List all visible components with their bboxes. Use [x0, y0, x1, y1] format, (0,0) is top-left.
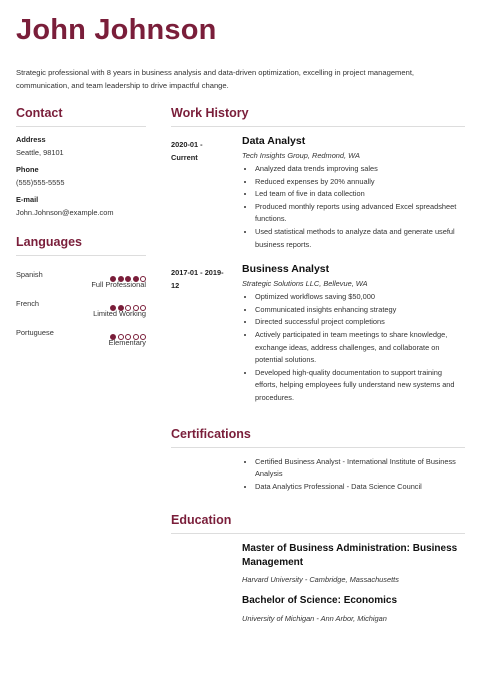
- language-item: [16, 266, 146, 295]
- job-title: Data Analyst: [242, 135, 306, 147]
- list-item: • Data Analytics Professional - Data Science Council: [255, 481, 465, 494]
- job-entry: [171, 263, 465, 404]
- education-entry: [242, 542, 465, 584]
- list-item: • Used statistical methods to analyze data and generate useful business reports.: [255, 226, 465, 251]
- list-item: • Developed high-quality documentation to support training efforts, helping employees fully understand new systems and procedures.: [255, 367, 465, 405]
- certifications-heading: Certifications: [171, 427, 465, 448]
- language-item: [16, 324, 146, 353]
- job-bullets: [242, 163, 465, 251]
- language-level: Elementary: [108, 338, 146, 347]
- left-column: [16, 106, 146, 353]
- contact-section: [16, 106, 146, 217]
- education-section: [171, 513, 465, 623]
- address-value: Seattle, 98101: [16, 148, 64, 157]
- right-column: [171, 106, 465, 633]
- phone-label: Phone: [16, 165, 39, 174]
- job-company: Tech Insights Group, Redmond, WA: [242, 151, 360, 160]
- certifications-section: [171, 427, 465, 494]
- languages-heading: Languages: [16, 235, 146, 256]
- work-history-section: [171, 106, 465, 405]
- education-school: Harvard University - Cambridge, Massachusetts: [242, 575, 399, 585]
- list-item: • Actively participated in team meetings to share knowledge, exchange ideas, address challenges, and collaborate on potential solutions.: [255, 329, 465, 367]
- education-heading: Education: [171, 513, 465, 534]
- address-label: Address: [16, 135, 46, 144]
- job-date: 2017-01 - 2019-12: [171, 268, 224, 291]
- education-degree: Master of Business Administration: Business Management: [242, 543, 458, 568]
- list-item: • Certified Business Analyst - International Institute of Business Analysis: [255, 456, 465, 481]
- email-value: John.Johnson@example.com: [16, 208, 114, 217]
- education-degree: Bachelor of Science: Economics: [242, 595, 398, 607]
- candidate-name: John Johnson: [16, 14, 217, 46]
- language-name: Portuguese: [16, 328, 54, 337]
- certification-list: [242, 456, 465, 494]
- language-item: [16, 295, 146, 324]
- language-name: Spanish: [16, 270, 43, 279]
- work-history-heading: Work History: [171, 106, 465, 127]
- contact-heading: Contact: [16, 106, 146, 127]
- education-school: University of Michigan - Ann Arbor, Michigan: [242, 613, 387, 623]
- list-item: • Analyzed data trends improving sales: [255, 163, 465, 176]
- list-item: • Communicated insights enhancing strategy: [255, 304, 465, 317]
- education-entry: [242, 594, 465, 623]
- list-item: • Produced monthly reports using advanced Excel spreadsheet functions.: [255, 201, 465, 226]
- list-item: • Led team of five in data collection: [255, 188, 465, 201]
- language-level: Limited Working: [93, 309, 146, 318]
- job-title: Business Analyst: [242, 263, 330, 276]
- language-level: Full Professional: [91, 280, 146, 289]
- email-label: E-mail: [16, 195, 39, 204]
- language-name: French: [16, 299, 40, 308]
- list-item: • Directed successful project completions: [255, 316, 465, 329]
- job-company: Strategic Solutions LLC, Bellevue, WA: [242, 279, 368, 289]
- profile-summary: Strategic professional with 8 years in business analysis and data-driven optimization, excelling in project management, communication, and team leadership to drive impactful change.: [16, 68, 415, 90]
- languages-section: [16, 235, 146, 353]
- list-item: • Reduced expenses by 20% annually: [255, 176, 465, 189]
- job-bullets: [242, 291, 465, 404]
- job-entry: [171, 135, 465, 251]
- job-date: 2020-01 - Current: [171, 140, 203, 162]
- phone-value: (555)555-5555: [16, 178, 65, 187]
- list-item: • Optimized workflows saving $50,000: [255, 291, 465, 304]
